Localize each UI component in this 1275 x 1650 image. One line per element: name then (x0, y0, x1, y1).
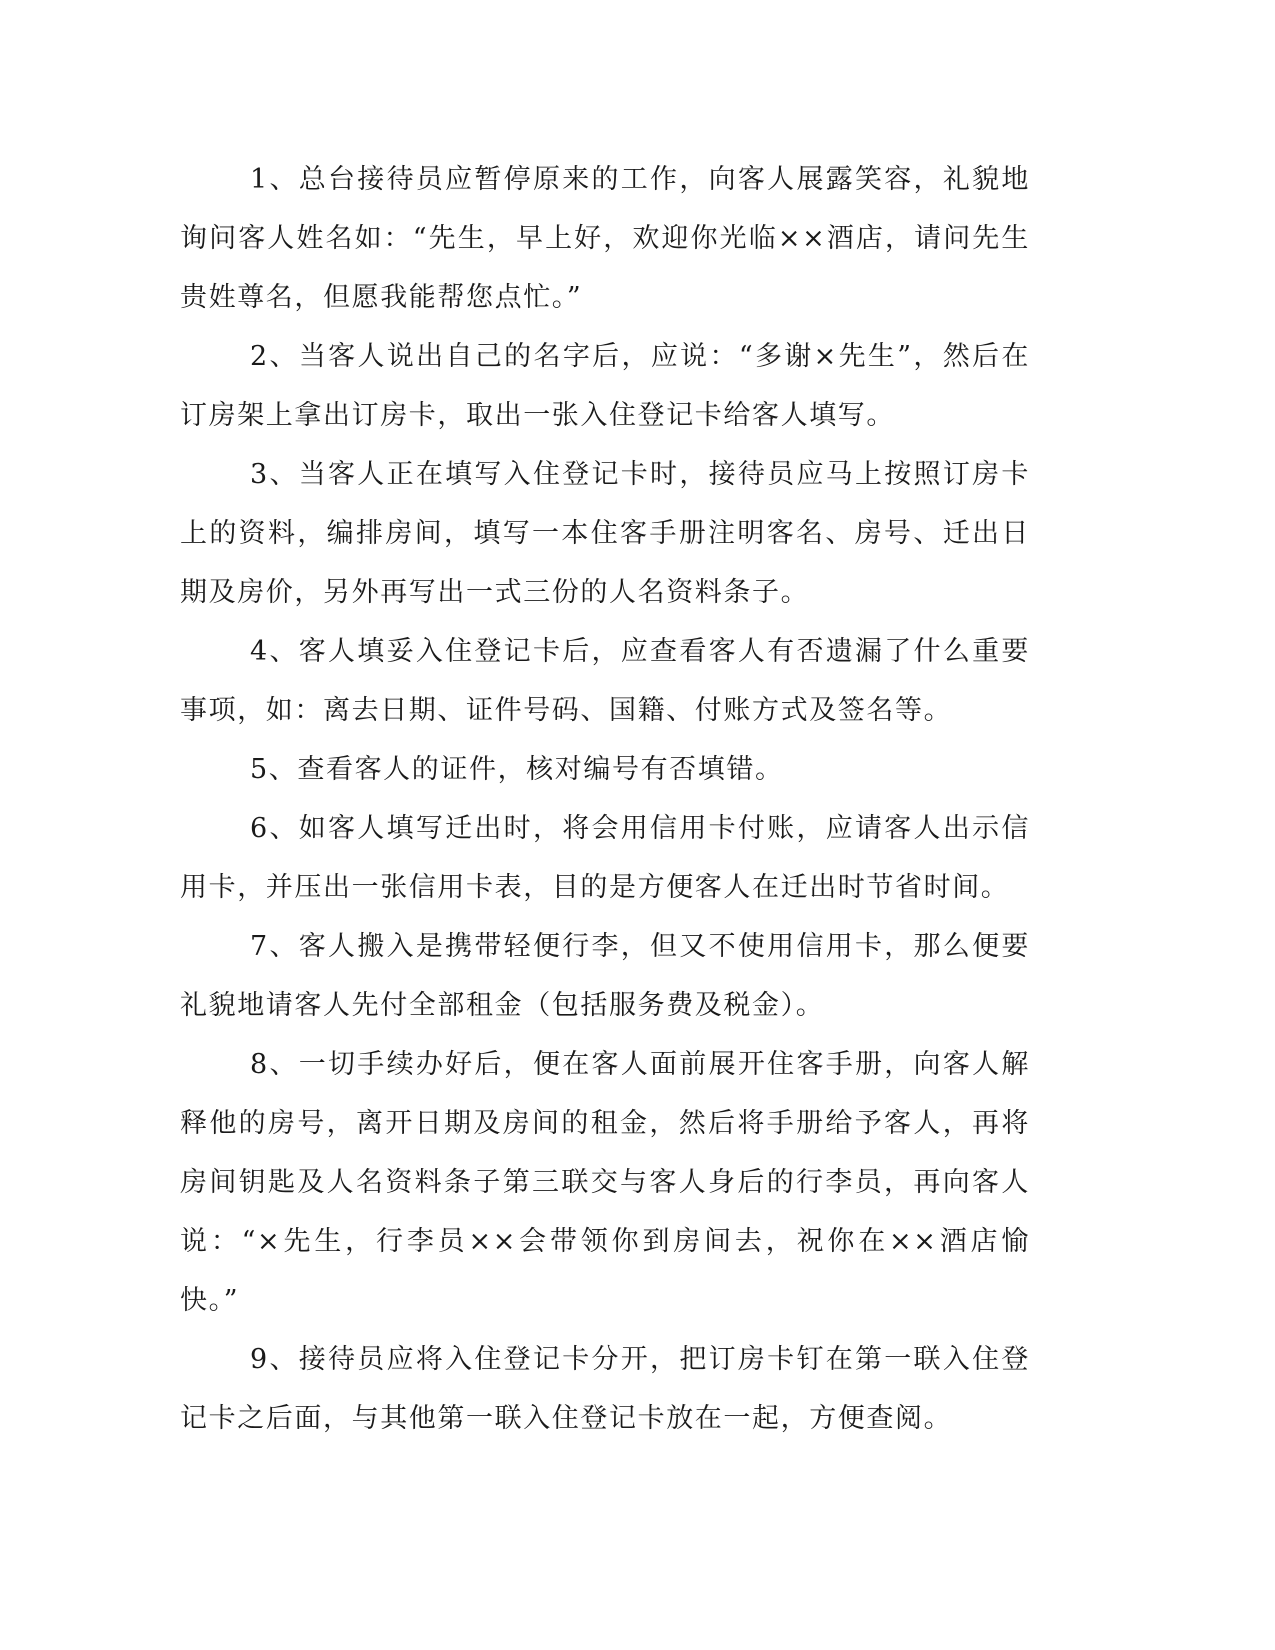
paragraph-2: 2、当客人说出自己的名字后，应说：“多谢×先生”，然后在订房架上拿出订房卡，取出一张入住登记卡给客人填写。 (180, 341, 1030, 431)
document-body (180, 150, 1030, 1448)
paragraph-1: 1、总台接待员应暂停原来的工作，向客人展露笑容，礼貌地询问客人姓名如：“先生，早上好，欢迎你光临××酒店，请问先生贵姓尊名，但愿我能帮您点忙。” (180, 164, 1030, 313)
paragraph-9: 9、接待员应将入住登记卡分开，把订房卡钉在第一联入住登记卡之后面，与其他第一联入住登记卡放在一起，方便查阅。 (180, 1344, 1030, 1434)
paragraph-7: 7、客人搬入是携带轻便行李，但又不使用信用卡，那么便要礼貌地请客人先付全部租金（包括服务费及税金）。 (180, 931, 1030, 1021)
paragraph-4: 4、客人填妥入住登记卡后，应查看客人有否遗漏了什么重要事项，如：离去日期、证件号码、国籍、付账方式及签名等。 (180, 636, 1030, 726)
paragraph-3: 3、当客人正在填写入住登记卡时，接待员应马上按照订房卡上的资料，编排房间，填写一本住客手册注明客名、房号、迁出日期及房价，另外再写出一式三份的人名资料条子。 (180, 459, 1030, 608)
paragraph-6: 6、如客人填写迁出时，将会用信用卡付账，应请客人出示信用卡，并压出一张信用卡表，目的是方便客人在迁出时节省时间。 (180, 813, 1030, 903)
paragraph-8: 8、一切手续办好后，便在客人面前展开住客手册，向客人解释他的房号，离开日期及房间的租金，然后将手册给予客人，再将房间钥匙及人名资料条子第三联交与客人身后的行李员，再向客人说：“×先生，行李员××会带领你到房间去，祝你在××酒店愉快。” (180, 1049, 1030, 1316)
paragraph-5: 5、查看客人的证件，核对编号有否填错。 (250, 754, 784, 785)
